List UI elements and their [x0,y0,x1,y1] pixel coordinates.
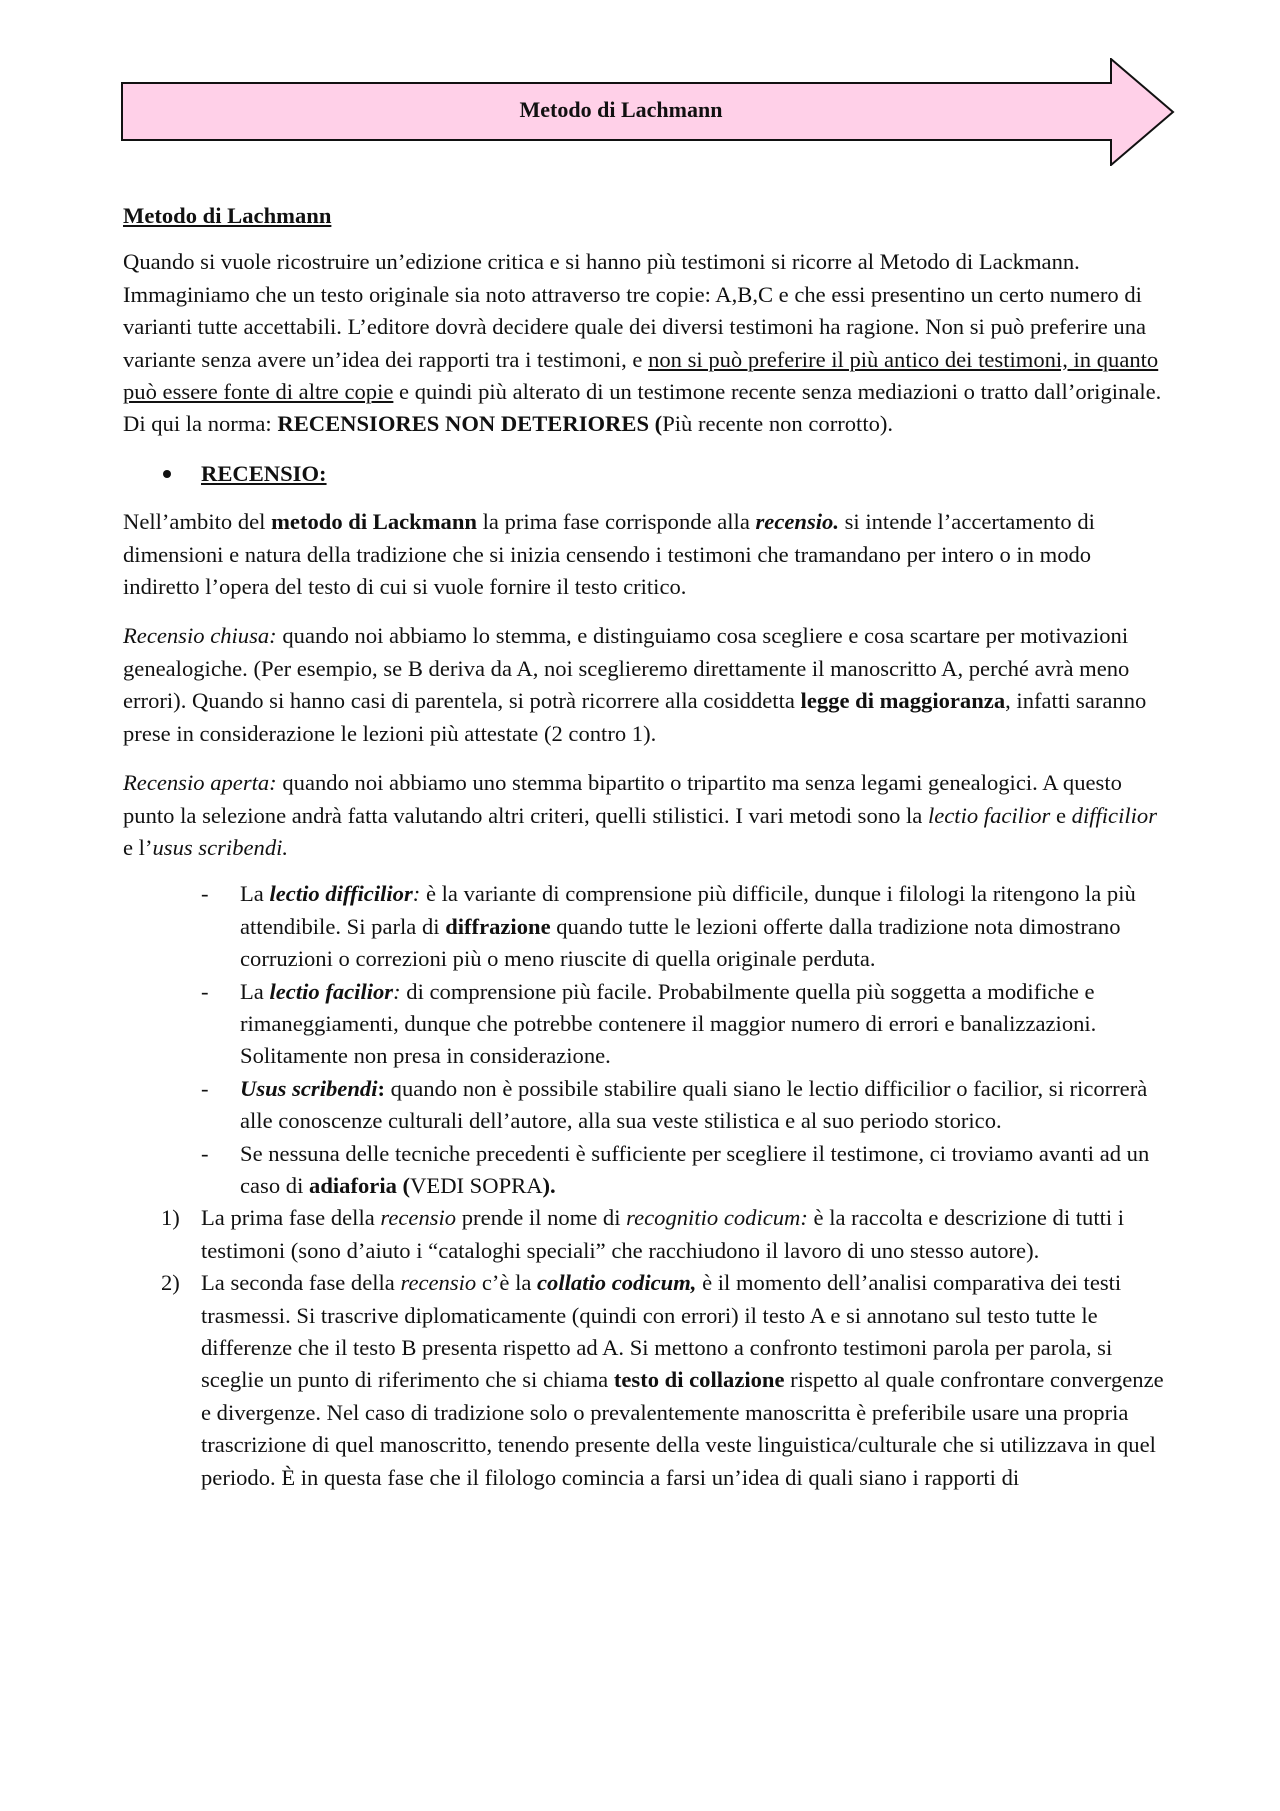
aperta-italic-3: difficilior [1071,802,1158,828]
intro-norm-bold: RECENSIORES NON DETERIORES ( [277,411,663,437]
chiusa-italic-label: Recensio chiusa: [123,623,277,649]
item-bold-italic: collatio codicum, [537,1270,697,1296]
item-text: è la variante di comprensione più difficile, dunque i filologi la ritengono la più attendibile. Si parla di [240,881,1136,939]
item-text: quando non è possibile stabilire quali siano le lectio difficilior o facilior, si ricorrerà alle conoscenze culturali dell’autore, alla sua veste stilistica e al suo periodo storico. [240,1075,1148,1134]
item-bold: ). [542,1172,556,1198]
intro-paragraph [123,246,1169,440]
aperta-text-2: e [1050,802,1072,828]
chiusa-text-1: quando noi abbiamo lo stemma, e distinguiamo cosa scegliere e cosa scartare per motivazioni genealogiche. (Per esempio, se B deriva da A, noi sceglieremo direttamente il manoscritto A, perché avrà meno errori). Quando si hanno casi di parentela, si potrà ricorrere alla cosiddetta [123,623,1130,714]
recensio-chiusa-paragraph [123,620,1169,750]
item-bold-italic: Usus scribendi [240,1075,378,1101]
intro-text-1: Quando si vuole ricostruire un’edizione critica e si hanno più testimoni si ricorre al Metodo di Lackmann. Immaginiamo che un testo originale sia noto attraverso tre copie: A,B,C e che essi presentino un certo numero di varianti tutte accettabili. L’editore dovrà decidere quale dei diversi testimoni ha ragione. Non si può preferire una variante senza avere un’idea dei rapporti tra i testimoni, e [123,249,1147,372]
recensio-text-1: Nell’ambito del [123,509,272,535]
item-text: VEDI SOPRA [410,1172,543,1198]
section-heading: Metodo di Lachmann [123,203,332,228]
item-text: di comprensione più facile. Probabilmente quella più soggetta a modifiche e rimaneggiamenti, dunque che potrebbe contenere il maggior numero di errori e banalizzazioni. Solitamente non presa in considerazione. [240,978,1097,1069]
chiusa-text-2: , infatti saranno prese in considerazione le lezioni più attestate (2 contro 1). [123,688,1147,746]
item-text: rispetto al quale confrontare convergenze e divergenze. Nel caso di tradizione solo o prevalentemente manoscritta è preferibile usare una propria trascrizione di quel manoscritto, tenendo presente della veste linguistica/culturale che si utilizzava in quel periodo. È in questa fase che il filologo comincia a farsi un’idea di quali siano i rapporti di [201,1367,1164,1490]
item-italic: : [412,881,421,907]
dash-marker: - [201,1075,209,1101]
bullet-item-recensio [123,458,1169,490]
item-bold: diffrazione [445,913,551,939]
recensio-bold-italic: recensio. [755,509,839,535]
list-item [123,1073,1169,1138]
list-item [123,1138,1169,1203]
bullet-label: RECENSIO: [201,460,327,486]
number-marker: 2) [161,1270,180,1296]
aperta-italic-4: usus scribendi. [152,834,289,860]
item-text: La [240,978,270,1004]
item-text: La seconda fase della [201,1270,401,1296]
item-bold-italic: lectio difficilior [269,881,413,907]
dash-list [123,878,1169,1202]
document-page [123,200,1169,1494]
title-arrow-banner [121,58,1175,166]
list-item [123,976,1169,1073]
bullet-dot-icon [163,470,171,478]
number-marker: 1) [161,1205,180,1231]
item-text: prende il nome di [456,1205,627,1231]
list-item [123,1202,1169,1267]
recensio-aperta-paragraph [123,767,1169,864]
intro-text-2: e quindi più alterato di un testimone recente senza mediazioni o tratto dall’originale. Di qui la norma: [123,379,1162,437]
item-bold: testo di collazione [613,1367,785,1393]
item-text: La [240,881,270,907]
recensio-bold-1: metodo di Lackmann [271,509,477,535]
item-bold-italic: lectio facilior [269,978,394,1004]
dash-marker: - [201,881,209,907]
banner-title: Metodo di Lachmann [519,97,723,122]
item-text: Se nessuna delle tecniche precedenti è sufficiente per scegliere il testimone, ci troviamo avanti ad un caso di [240,1140,1150,1198]
item-text: è il momento dell’analisi comparativa dei testi trasmessi. Si trascrive diplomaticamente (quindi con errori) il testo A e si annotano sul testo tutte le differenze che il testo B presenta rispetto ad A. Si mettono a confronto testimoni parola per parola, si sceglie un punto di riferimento che si chiama [201,1270,1122,1393]
recensio-paragraph [123,506,1169,603]
dash-marker: - [201,1140,209,1166]
numbered-list [123,1202,1169,1494]
recensio-text-2: la prima fase corrisponde alla [476,509,756,535]
recensio-text-3: si intende l’accertamento di dimensioni e natura della tradizione che si inizia censendo i testimoni che tramandano per intero o in modo indiretto l’opera del testo di cui si vuole fornire il testo critico. [123,509,1095,600]
item-text: quando tutte le lezioni offerte dalla tradizione nota dimostrano corruzioni o correzioni più o meno riuscite di quella originale perduta. [240,913,1121,972]
item-italic: recognitio codicum: [626,1205,808,1231]
item-italic: recensio [400,1270,477,1296]
aperta-text-3: e l’ [123,834,153,860]
item-italic: : [393,978,401,1004]
item-bold: : [377,1075,386,1101]
item-italic: recensio [380,1205,457,1231]
item-text: è la raccolta e descrizione di tutti i testimoni (sono d’aiuto i “cataloghi speciali” che racchiudono il lavoro di uno stesso autore). [201,1205,1125,1263]
aperta-italic-label: Recensio aperta: [123,770,277,796]
item-bold: adiaforia ( [309,1172,411,1198]
list-item [123,1267,1169,1494]
aperta-text-1: quando noi abbiamo uno stemma bipartito o tripartito ma senza legami genealogici. A questo punto la selezione andrà fatta valutando altri criteri, quelli stilistici. I vari metodi sono la [123,770,1122,828]
intro-underlined-text: non si può preferire il più antico dei testimoni, in quanto può essere fonte di altre copie [123,346,1159,405]
intro-text-3: Più recente non corrotto). [662,411,894,437]
dash-marker: - [201,978,209,1004]
aperta-italic-2: lectio facilior [927,802,1051,828]
item-text: La prima fase della [201,1205,381,1231]
list-item [123,878,1169,975]
item-text: c’è la [476,1270,538,1296]
chiusa-bold: legge di maggioranza [800,688,1006,714]
